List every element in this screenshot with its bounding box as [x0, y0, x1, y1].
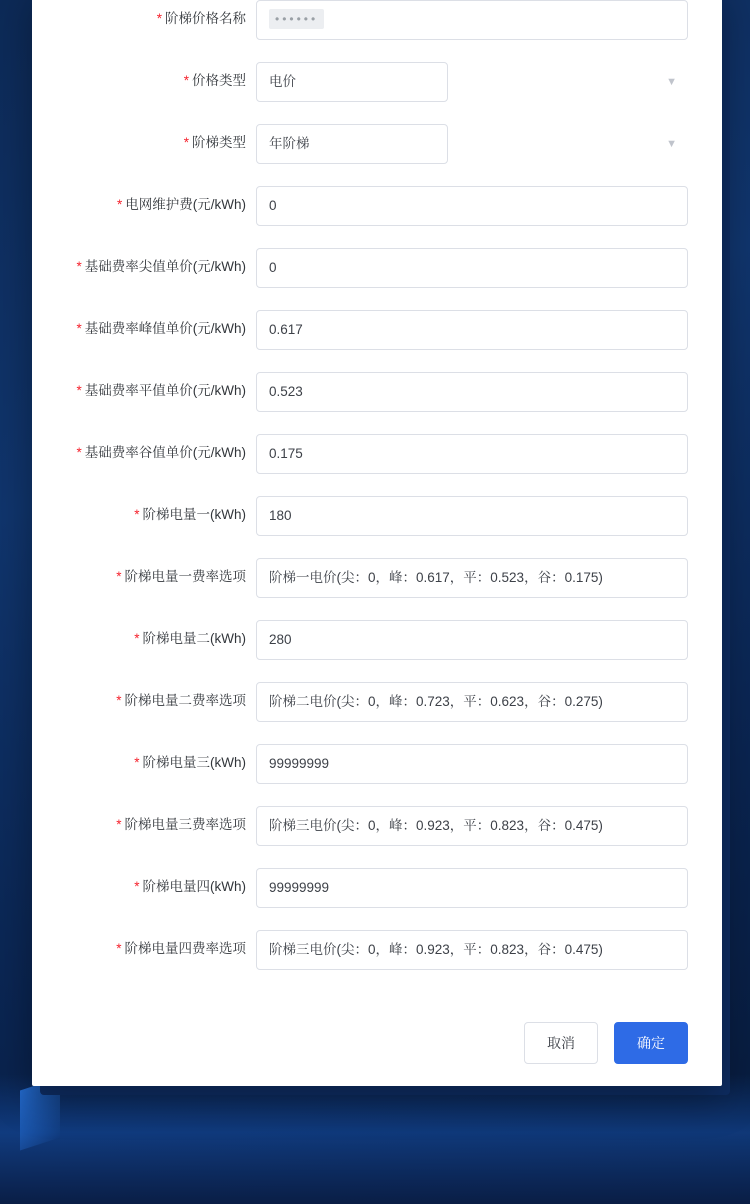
- chevron-down-icon[interactable]: ▼: [666, 76, 677, 88]
- form-row-ladder-energy-3: [32, 744, 722, 784]
- control-ladder-energy-2: [256, 620, 722, 660]
- form-row-base-rate-tip: [32, 248, 722, 288]
- required-mark: *: [76, 259, 82, 274]
- label-ladder-rate-4: [32, 930, 256, 958]
- control-ladder-type: [256, 124, 722, 164]
- control-price-name: [256, 0, 722, 40]
- label-base-rate-tip: [32, 248, 256, 276]
- base-rate-tip-input[interactable]: 0: [256, 248, 688, 288]
- required-mark: *: [134, 879, 140, 894]
- confirm-button[interactable]: 确定: [614, 1022, 688, 1064]
- ladder-rate-1-input[interactable]: 阶梯一电价(尖：0，峰：0.617，平：0.523，谷：0.175): [256, 558, 688, 598]
- base-rate-valley-input[interactable]: 0.175: [256, 434, 688, 474]
- required-mark: *: [156, 11, 162, 26]
- label-base-rate-valley: [32, 434, 256, 462]
- label-text: 阶梯电量三(kWh): [142, 755, 246, 770]
- required-mark: *: [183, 135, 189, 150]
- label-text: 阶梯电量二费率选项: [124, 693, 246, 708]
- form-row-ladder-energy-4: [32, 868, 722, 908]
- form-row-ladder-rate-3: [32, 806, 722, 846]
- control-ladder-rate-1: [256, 558, 722, 598]
- ladder-energy-2-input[interactable]: 280: [256, 620, 688, 660]
- label-text: 阶梯电量四(kWh): [142, 879, 246, 894]
- label-price-type: [32, 62, 256, 90]
- masked-value: ••••••: [269, 9, 324, 29]
- label-text: 阶梯类型: [192, 135, 246, 150]
- ladder-type-select[interactable]: [256, 124, 688, 164]
- label-text: 价格类型: [192, 73, 246, 88]
- label-ladder-energy-4: [32, 868, 256, 896]
- required-mark: *: [116, 941, 122, 956]
- control-base-rate-flat: [256, 372, 722, 412]
- label-base-rate-flat: [32, 372, 256, 400]
- ladder-rate-3-input[interactable]: 阶梯三电价(尖：0，峰：0.923，平：0.823，谷：0.475): [256, 806, 688, 846]
- control-ladder-rate-3: [256, 806, 722, 846]
- label-price-name: [32, 0, 256, 28]
- chevron-down-icon[interactable]: ▼: [666, 138, 677, 150]
- control-ladder-energy-4: [256, 868, 722, 908]
- control-ladder-energy-3: [256, 744, 722, 784]
- base-rate-flat-input[interactable]: 0.523: [256, 372, 688, 412]
- cancel-button[interactable]: 取消: [524, 1022, 598, 1064]
- control-base-rate-tip: [256, 248, 722, 288]
- label-text: 阶梯电量一费率选项: [124, 569, 246, 584]
- ladder-energy-3-input[interactable]: 99999999: [256, 744, 688, 784]
- required-mark: *: [183, 73, 189, 88]
- label-ladder-type: [32, 124, 256, 152]
- label-base-rate-peak: [32, 310, 256, 338]
- price-name-input[interactable]: [256, 0, 688, 40]
- label-text: 基础费率谷值单价(元/kWh): [84, 445, 246, 460]
- label-text: 基础费率尖值单价(元/kWh): [84, 259, 246, 274]
- form-row-ladder-rate-2: [32, 682, 722, 722]
- ladder-rate-4-input[interactable]: 阶梯三电价(尖：0，峰：0.923，平：0.823，谷：0.475): [256, 930, 688, 970]
- base-rate-peak-input[interactable]: 0.617: [256, 310, 688, 350]
- price-type-select[interactable]: [256, 62, 688, 102]
- control-grid-maintenance-fee: [256, 186, 722, 226]
- form-row-ladder-energy-2: [32, 620, 722, 660]
- control-ladder-rate-4: [256, 930, 722, 970]
- label-ladder-rate-1: [32, 558, 256, 586]
- label-text: 阶梯价格名称: [165, 11, 246, 26]
- required-mark: *: [116, 817, 122, 832]
- control-ladder-energy-1: [256, 496, 722, 536]
- required-mark: *: [134, 631, 140, 646]
- label-ladder-rate-3: [32, 806, 256, 834]
- control-base-rate-peak: [256, 310, 722, 350]
- ladder-energy-4-input[interactable]: 99999999: [256, 868, 688, 908]
- label-ladder-energy-2: [32, 620, 256, 648]
- form-row-base-rate-valley: [32, 434, 722, 474]
- form-row-grid-maintenance-fee: [32, 186, 722, 226]
- required-mark: *: [116, 569, 122, 584]
- ladder-rate-2-input[interactable]: 阶梯二电价(尖：0，峰：0.723，平：0.623，谷：0.275): [256, 682, 688, 722]
- ladder-price-form: [32, 0, 722, 970]
- grid-maintenance-fee-input[interactable]: 0: [256, 186, 688, 226]
- form-row-base-rate-peak: [32, 310, 722, 350]
- label-text: 阶梯电量二(kWh): [142, 631, 246, 646]
- label-text: 阶梯电量三费率选项: [124, 817, 246, 832]
- label-text: 阶梯电量一(kWh): [142, 507, 246, 522]
- form-row-price-name: [32, 0, 722, 40]
- control-ladder-rate-2: [256, 682, 722, 722]
- required-mark: *: [134, 507, 140, 522]
- ladder-type-value[interactable]: 年阶梯: [256, 124, 448, 164]
- price-type-value[interactable]: 电价: [256, 62, 448, 102]
- dialog-footer: [524, 1022, 688, 1064]
- label-text: 基础费率平值单价(元/kWh): [84, 383, 246, 398]
- form-row-ladder-energy-1: [32, 496, 722, 536]
- label-text: 阶梯电量四费率选项: [124, 941, 246, 956]
- label-grid-maintenance-fee: [32, 186, 256, 214]
- ladder-price-dialog: [32, 0, 722, 1086]
- label-ladder-energy-1: [32, 496, 256, 524]
- required-mark: *: [76, 383, 82, 398]
- required-mark: *: [76, 445, 82, 460]
- required-mark: *: [76, 321, 82, 336]
- form-row-ladder-type: [32, 124, 722, 164]
- label-ladder-rate-2: [32, 682, 256, 710]
- form-row-base-rate-flat: [32, 372, 722, 412]
- form-row-ladder-rate-4: [32, 930, 722, 970]
- control-base-rate-valley: [256, 434, 722, 474]
- label-text: 电网维护费(元/kWh): [125, 197, 246, 212]
- form-row-ladder-rate-1: [32, 558, 722, 598]
- required-mark: *: [134, 755, 140, 770]
- required-mark: *: [116, 693, 122, 708]
- label-ladder-energy-3: [32, 744, 256, 772]
- form-row-price-type: [32, 62, 722, 102]
- required-mark: *: [116, 197, 123, 212]
- ladder-energy-1-input[interactable]: 180: [256, 496, 688, 536]
- label-text: 基础费率峰值单价(元/kWh): [84, 321, 246, 336]
- control-price-type: [256, 62, 722, 102]
